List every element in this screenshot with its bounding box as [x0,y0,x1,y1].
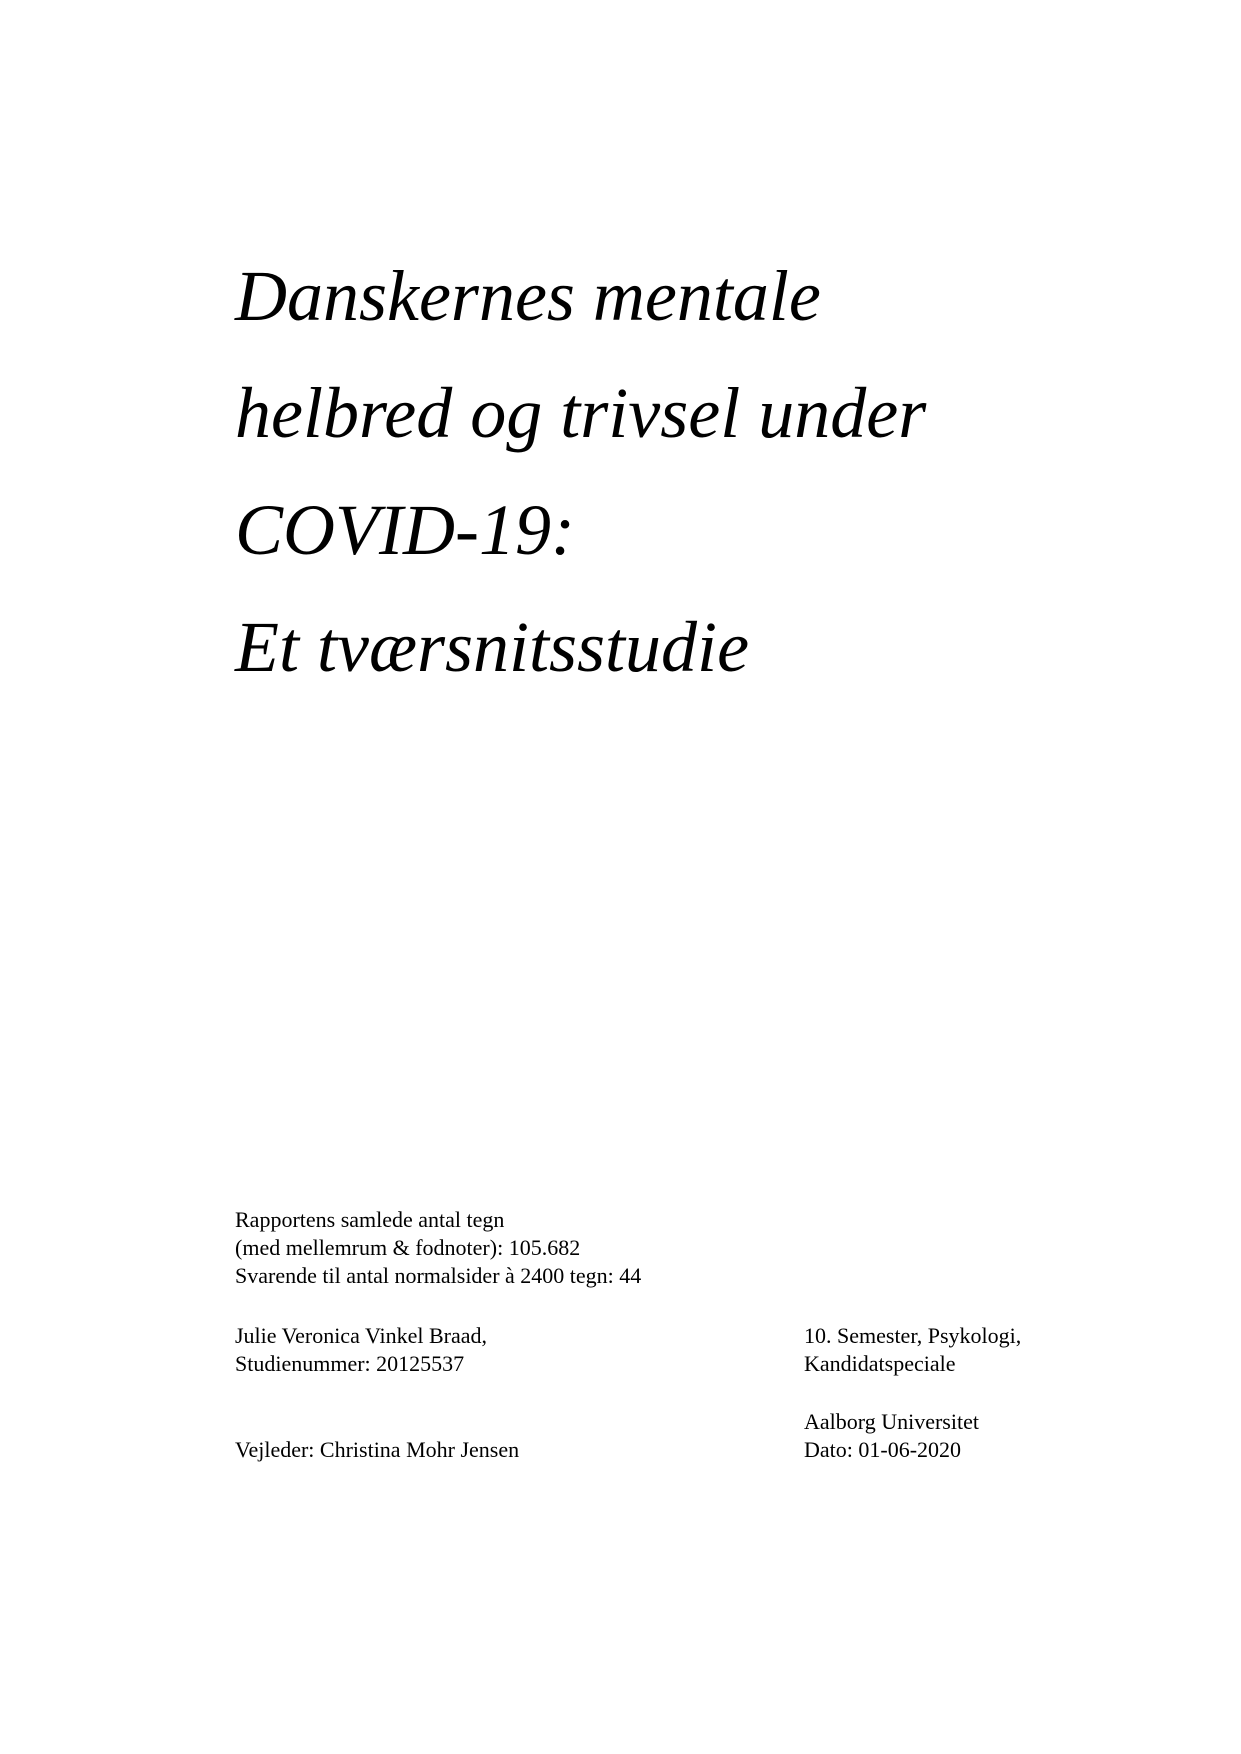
character-count-block [235,1206,641,1290]
semester-info: 10. Semester, Psykologi, [804,1323,1022,1348]
title-line-2: helbred og trivsel under [235,373,927,453]
document-title [235,238,1035,706]
student-number: Studienummer: 20125537 [235,1351,465,1376]
normal-pages-count: Svarende til antal normalsider à 2400 tegn: 44 [235,1263,642,1288]
author-block [235,1322,487,1378]
title-line-1: Danskernes mentale [235,256,821,336]
program-block [804,1322,1021,1378]
title-line-3: COVID-19: [235,490,575,570]
university-name: Aalborg Universitet [804,1409,979,1434]
supervisor-block [235,1436,519,1464]
submission-date: Dato: 01-06-2020 [804,1437,962,1462]
supervisor-name: Vejleder: Christina Mohr Jensen [235,1437,520,1462]
character-count-label: Rapportens samlede antal tegn [235,1207,505,1232]
thesis-type: Kandidatspeciale [804,1351,956,1376]
institution-block [804,1408,979,1464]
author-name: Julie Veronica Vinkel Braad, [235,1323,488,1348]
character-count-value: (med mellemrum & fodnoter): 105.682 [235,1235,581,1260]
title-line-4: Et tværsnitsstudie [235,607,750,687]
